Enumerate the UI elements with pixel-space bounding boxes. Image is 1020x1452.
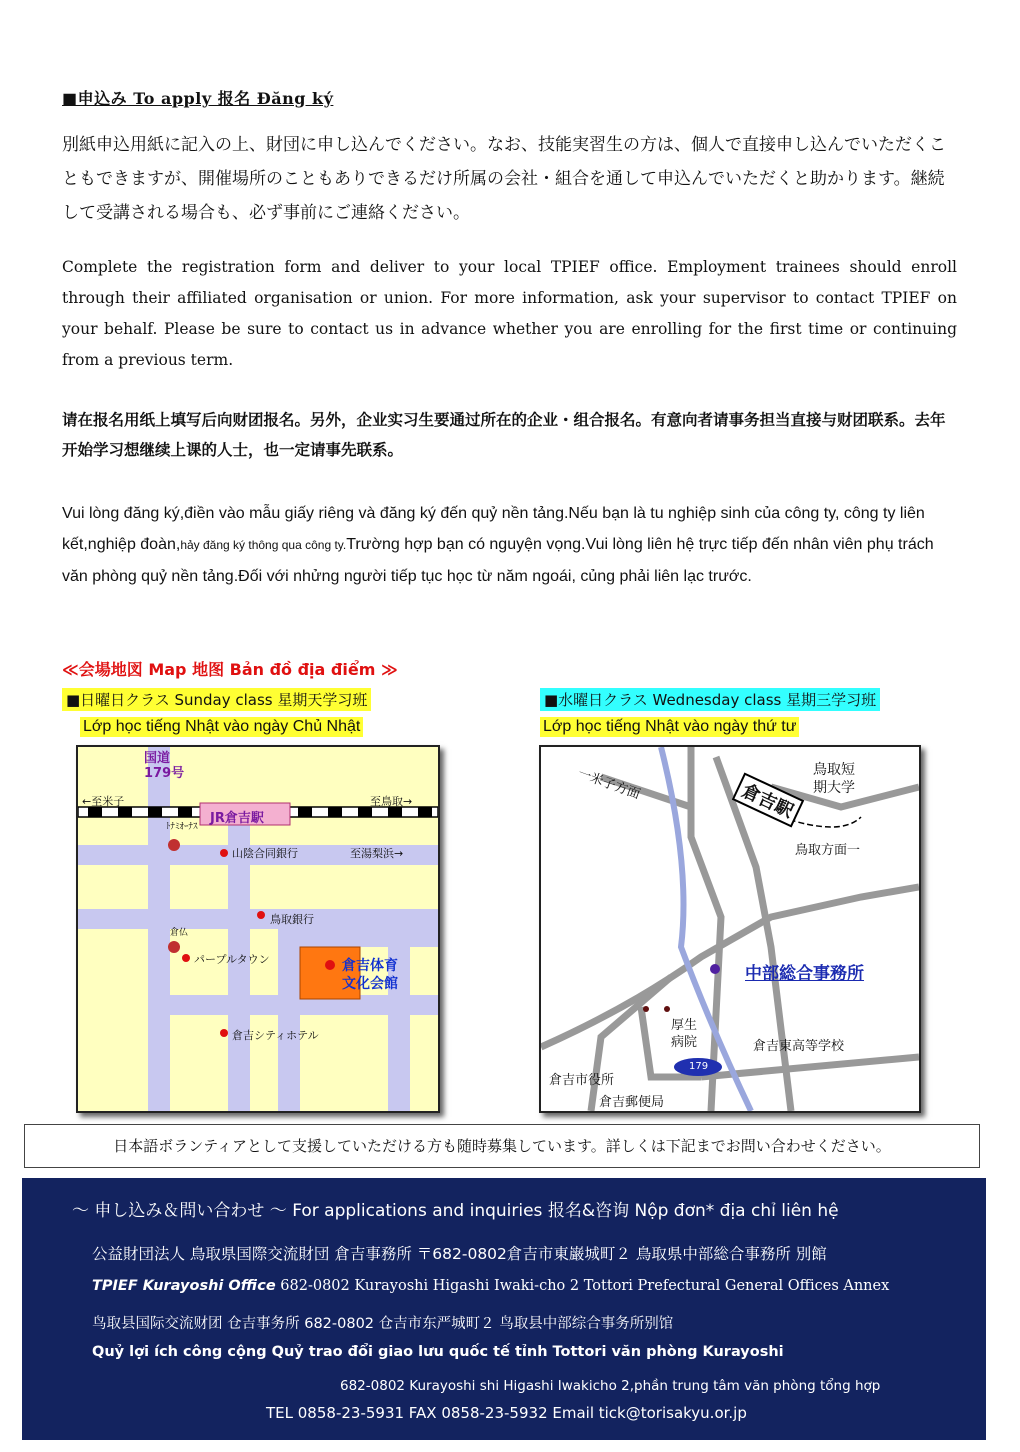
- wednesday-school-label: 倉吉東高等学校: [753, 1039, 845, 1054]
- footer-vi-name: Quỷ lợi ích công cộng Quỷ trao đổi giao lưu quốc tế tỉnh Tottori văn phòng Kurayoshi: [92, 1344, 784, 1360]
- footer-en-office: TPIEF Kurayoshi Office: [92, 1278, 276, 1294]
- volunteer-notice: 日本語ボランティアとして支援していただける方も随時募集しています。詳しくは下記までお問い合わせください。: [24, 1124, 980, 1168]
- footer-zh-address: 鸟取县国际交流财团 仓吉事务所 682-0802 仓吉市东严城町２ 鸟取县中部综合事务所别馆: [92, 1316, 674, 1332]
- footer-contact[interactable]: TEL 0858-23-5931 FAX 0858-23-5932 Email tick@torisakyu.or.jp: [266, 1404, 747, 1422]
- sunday-bank1-label: 山陰合同銀行: [232, 847, 298, 860]
- wednesday-venue-map: [539, 745, 921, 1113]
- wednesday-office-label: 中部総合事務所: [745, 964, 864, 984]
- sunday-station-label: JR倉吉駅: [210, 811, 264, 826]
- wednesday-class-label: ■水曜日クラス Wednesday class 星期三学习班: [540, 688, 880, 711]
- map-section-title: ≪会場地図 Map 地图 Bản đồ địa điểm ≫: [62, 660, 398, 679]
- sunday-class-vietnamese: Lớp học tiếng Nhật vào ngày Chủ Nhật: [80, 717, 363, 737]
- contact-footer: [22, 1178, 986, 1440]
- vi-text-small: hảy đăng ký thông qua công ty.: [180, 538, 347, 552]
- wednesday-class-vietnamese: Lớp học tiếng Nhật vào ngày thứ tư: [540, 717, 799, 737]
- sunday-route-label: 国道 179号: [144, 751, 185, 781]
- wednesday-route-label: 179: [689, 1061, 709, 1072]
- apply-heading: ■申込み To apply 报名 Đăng ký: [62, 89, 334, 108]
- sunday-tonamio-label: ﾄﾅﾐｵｰﾅｽ: [166, 822, 198, 832]
- apply-text-japanese: 別紙申込用紙に記入の上、財団に申し込んでください。なお、技能実習生の方は、個人で直接申し込んでいただくこともできますが、開催場所のこともありできるだけ所属の会社・組合を通して申込んでいただくと助かります。継続して受講される場合も、必ず事前にご連絡ください。: [62, 135, 946, 223]
- wednesday-station-label: 倉吉駅: [732, 772, 804, 827]
- sunday-to-yonago-label: ←至米子: [82, 795, 125, 808]
- wednesday-post-label: 倉吉郵便局: [599, 1095, 665, 1110]
- apply-text-vietnamese: [62, 498, 957, 592]
- wednesday-cityhall-label: 倉吉市役所: [549, 1073, 615, 1088]
- apply-text-english: Complete the registration form and deliver to your local TPIEF office. Employment trainees should enroll through their affiliated organisation or union. For more information, ask your supervisor to contact TPIEF on your behalf. Please be sure to contact us in advance whether you are enrolling for the first time or continuing from a previous term.: [62, 258, 957, 369]
- vi-text-part1: Vui lòng đăng ký,điền vào mẫu giấy riêng và đăng ký đến quỷ nền tảng.Nếu bạn là tu nghiệp sinh của công ty, công ty liên kết,nghiệp đoàn,: [62, 505, 925, 553]
- sunday-bank2-label: 鳥取銀行: [270, 913, 314, 926]
- footer-en-address: [92, 1278, 889, 1294]
- sunday-venue-label: 倉吉体育 文化会館: [342, 958, 398, 992]
- footer-title: ～ 申し込み＆問い合わせ ～ For applications and inquiries 报名&咨询 Nộp đơn* địa chỉ liên hệ: [72, 1201, 839, 1221]
- vi-text-part2: Trường hợp bạn có nguyện vọng.Vui lòng liên hệ trực tiếp đến nhân viên phụ trách văn phòng quỷ nền tảng.Đối với nhửng người tiếp tục học từ năm ngoái, củng phải liên lạc trước.: [62, 536, 934, 585]
- sunday-to-tottori-label: 至鳥取→: [370, 795, 413, 808]
- wednesday-map-roads: [541, 747, 919, 1111]
- sunday-hotel-label: 倉吉シティホテル: [232, 1029, 319, 1042]
- wednesday-yonago-label: 一米子方面: [575, 766, 642, 803]
- sunday-purple-town-label: パープルタウン: [194, 953, 270, 966]
- sunday-kurabutsu-label: 倉仏: [170, 928, 189, 938]
- apply-text-chinese: 请在报名用纸上填写后向财团报名。另外，企业实习生要通过所在的企业・组合报名。有意向者请事务担当直接与财团联系。去年开始学习想继续上课的人士，也一定请事先联系。: [62, 411, 946, 459]
- wednesday-tottori-label: 鳥取方面一: [795, 843, 861, 858]
- footer-vi-address: 682-0802 Kurayoshi shi Higashi Iwakicho 2,phần trung tâm văn phòng tổng hợp: [340, 1378, 881, 1394]
- footer-jp-address: 公益財団法人 鳥取県国際交流財団 倉吉事務所 〒682-0802倉吉市東巌城町２ 鳥取県中部総合事務所 別館: [92, 1245, 827, 1263]
- wednesday-college-label: 鳥取短 期大学: [813, 762, 855, 796]
- sunday-class-label: ■日曜日クラス Sunday class 星期天学习班: [62, 688, 371, 711]
- sunday-venue-map: [76, 745, 440, 1113]
- wednesday-hospital-label: 厚生 病院: [671, 1018, 698, 1050]
- footer-en-address-text: 682-0802 Kurayoshi Higashi Iwaki-cho 2 Tottori Prefectural General Offices Annex: [275, 1278, 890, 1294]
- sunday-to-yurihama-label: 至湯梨浜→: [350, 847, 404, 860]
